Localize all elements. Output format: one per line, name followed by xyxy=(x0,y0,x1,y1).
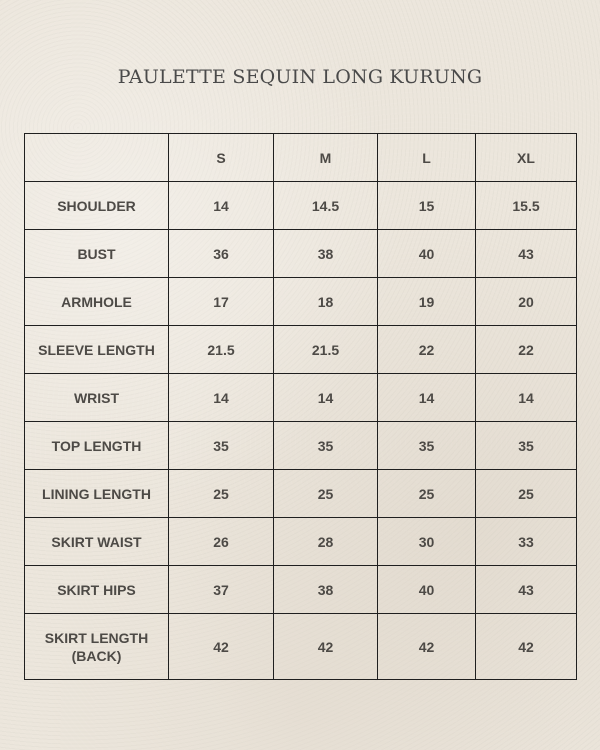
table-cell: 25 xyxy=(274,470,378,518)
table-cell: 26 xyxy=(169,518,274,566)
table-cell: 14 xyxy=(378,374,476,422)
table-cell: 19 xyxy=(378,278,476,326)
table-cell: 40 xyxy=(378,566,476,614)
table-row-skirt-waist xyxy=(25,518,577,566)
table-cell: 20 xyxy=(476,278,577,326)
table-cell: 36 xyxy=(169,230,274,278)
header-row xyxy=(25,134,577,182)
table-cell: 43 xyxy=(476,566,577,614)
table-cell: 35 xyxy=(274,422,378,470)
table-cell: 33 xyxy=(476,518,577,566)
table-cell: 14 xyxy=(274,374,378,422)
row-label: WRIST xyxy=(25,374,169,422)
corner-cell xyxy=(25,134,169,182)
table-cell: 40 xyxy=(378,230,476,278)
table-row-wrist xyxy=(25,374,577,422)
table-cell: 14.5 xyxy=(274,182,378,230)
table-cell: 14 xyxy=(169,374,274,422)
table-cell: 21.5 xyxy=(169,326,274,374)
table-row-bust xyxy=(25,230,577,278)
table-cell: 25 xyxy=(378,470,476,518)
column-header-m: M xyxy=(274,134,378,182)
table-cell: 14 xyxy=(476,374,577,422)
table-cell: 38 xyxy=(274,230,378,278)
table-cell: 15 xyxy=(378,182,476,230)
table-cell: 25 xyxy=(476,470,577,518)
table-row-skirt-length-back xyxy=(25,614,577,680)
row-label xyxy=(25,614,169,680)
table-cell: 17 xyxy=(169,278,274,326)
table-cell: 42 xyxy=(378,614,476,680)
table-row-armhole xyxy=(25,278,577,326)
table-cell: 38 xyxy=(274,566,378,614)
row-label: SKIRT WAIST xyxy=(25,518,169,566)
table-cell: 30 xyxy=(378,518,476,566)
table-cell: 22 xyxy=(476,326,577,374)
table-cell: 14 xyxy=(169,182,274,230)
size-chart-table xyxy=(24,133,577,680)
column-header-s: S xyxy=(169,134,274,182)
row-label: LINING LENGTH xyxy=(25,470,169,518)
table-cell: 35 xyxy=(476,422,577,470)
row-label: TOP LENGTH xyxy=(25,422,169,470)
table-cell: 42 xyxy=(169,614,274,680)
row-label: SKIRT HIPS xyxy=(25,566,169,614)
table-row-top-length xyxy=(25,422,577,470)
row-label: ARMHOLE xyxy=(25,278,169,326)
table-cell: 42 xyxy=(274,614,378,680)
table-cell: 37 xyxy=(169,566,274,614)
table-row-lining-length xyxy=(25,470,577,518)
page-title: PAULETTE SEQUIN LONG KURUNG xyxy=(117,66,483,88)
table-cell: 18 xyxy=(274,278,378,326)
table-row-skirt-hips xyxy=(25,566,577,614)
table-cell: 21.5 xyxy=(274,326,378,374)
table-cell: 25 xyxy=(169,470,274,518)
row-label-line-2: (BACK) xyxy=(71,647,122,664)
table-cell: 22 xyxy=(378,326,476,374)
column-header-l: L xyxy=(378,134,476,182)
column-header-xl: XL xyxy=(476,134,577,182)
row-label: BUST xyxy=(25,230,169,278)
table-cell: 15.5 xyxy=(476,182,577,230)
table-cell: 43 xyxy=(476,230,577,278)
table-cell: 42 xyxy=(476,614,577,680)
row-label-line-1: SKIRT LENGTH xyxy=(44,629,149,646)
table-row-shoulder xyxy=(25,182,577,230)
table-row-sleeve-length xyxy=(25,326,577,374)
table-cell: 35 xyxy=(378,422,476,470)
row-label: SHOULDER xyxy=(25,182,169,230)
table-cell: 35 xyxy=(169,422,274,470)
row-label: SLEEVE LENGTH xyxy=(25,326,169,374)
table-cell: 28 xyxy=(274,518,378,566)
